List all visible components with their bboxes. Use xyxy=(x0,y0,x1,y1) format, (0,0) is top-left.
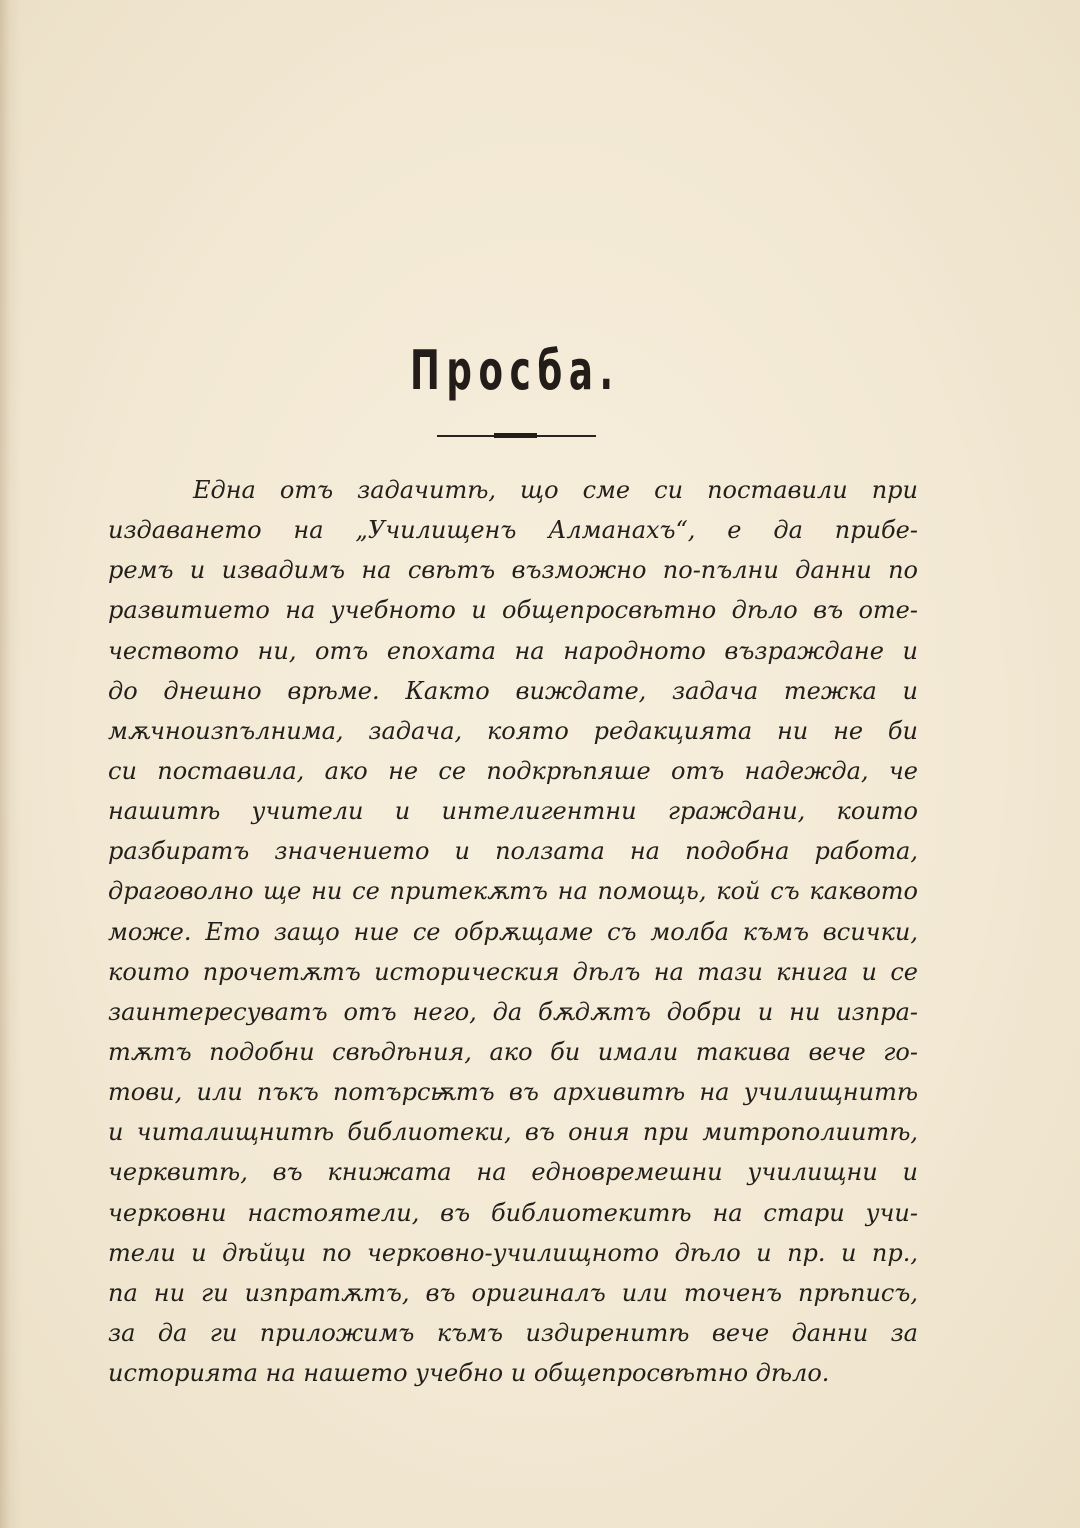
body-paragraph xyxy=(108,470,918,1393)
paragraph-line: историята на нашето учебно и общепросвѣтно дѣло. xyxy=(108,1359,830,1388)
paragraph-line: които прочетѫтъ историческия дѣлъ на тази книга и се xyxy=(108,957,918,986)
page-title: Просба. xyxy=(410,339,620,402)
paragraph-line: черквитѣ, въ книжата на едновремешни училищни и xyxy=(108,1158,918,1187)
paragraph-line: черковни настоятели, въ библиотекитѣ на стари учи- xyxy=(108,1198,918,1227)
paragraph-line: драговолно ще ни се притекѫтъ на помощь, кой съ каквото xyxy=(108,877,918,906)
paragraph-line: ремъ и извадимъ на свѣтъ възможно по-пълни данни по xyxy=(108,556,918,585)
paragraph-line: мѫчноизпълнима, задача, която редакцията ни не би xyxy=(108,716,918,745)
paragraph-line: до днешно врѣме. Както виждате, задача тежка и xyxy=(108,676,918,705)
paragraph-line: нашитѣ учители и интелигентни граждани, които xyxy=(108,797,918,826)
paragraph-line: тели и дѣйци по черковно-училищното дѣло и пр. и пр., xyxy=(108,1238,918,1267)
paragraph-line: тѫтъ подобни свѣдѣния, ако би имали такива вече го- xyxy=(108,1037,918,1066)
paragraph-line: заинтересуватъ отъ него, да бѫдѫтъ добри и ни изпра- xyxy=(108,997,918,1026)
paragraph-line: па ни ги изпратѫтъ, въ оригиналъ или точенъ прѣписъ, xyxy=(108,1278,918,1307)
paragraph-line: издаването на „Училищенъ Алманахъ“, е да прибе- xyxy=(108,516,918,545)
paragraph-line: за да ги приложимъ къмъ издиренитѣ вече данни за xyxy=(108,1318,918,1347)
title-divider-center xyxy=(494,433,537,438)
paragraph-line: може. Ето защо ние се обрѫщаме съ молба къмъ всички, xyxy=(108,917,918,946)
paragraph-line: развитието на учебното и общепросвѣтно дѣло въ оте- xyxy=(108,596,918,625)
paragraph-line: чеството ни, отъ епохата на народното възраждане и xyxy=(108,636,918,665)
paragraph-line: си поставила, ако не се подкрѣпяше отъ надежда, че xyxy=(108,756,918,785)
paragraph-line: тови, или пъкъ потърсѭтъ въ архивитѣ на училищнитѣ xyxy=(108,1078,918,1107)
paragraph-line: и читалищнитѣ библиотеки, въ ония при митрополиитѣ, xyxy=(108,1118,918,1147)
paragraph-line: Една отъ задачитѣ, що сме си поставили при xyxy=(193,476,918,504)
paragraph-line: разбиратъ значението и ползата на подобна работа, xyxy=(108,837,918,866)
title-block xyxy=(0,341,1030,401)
